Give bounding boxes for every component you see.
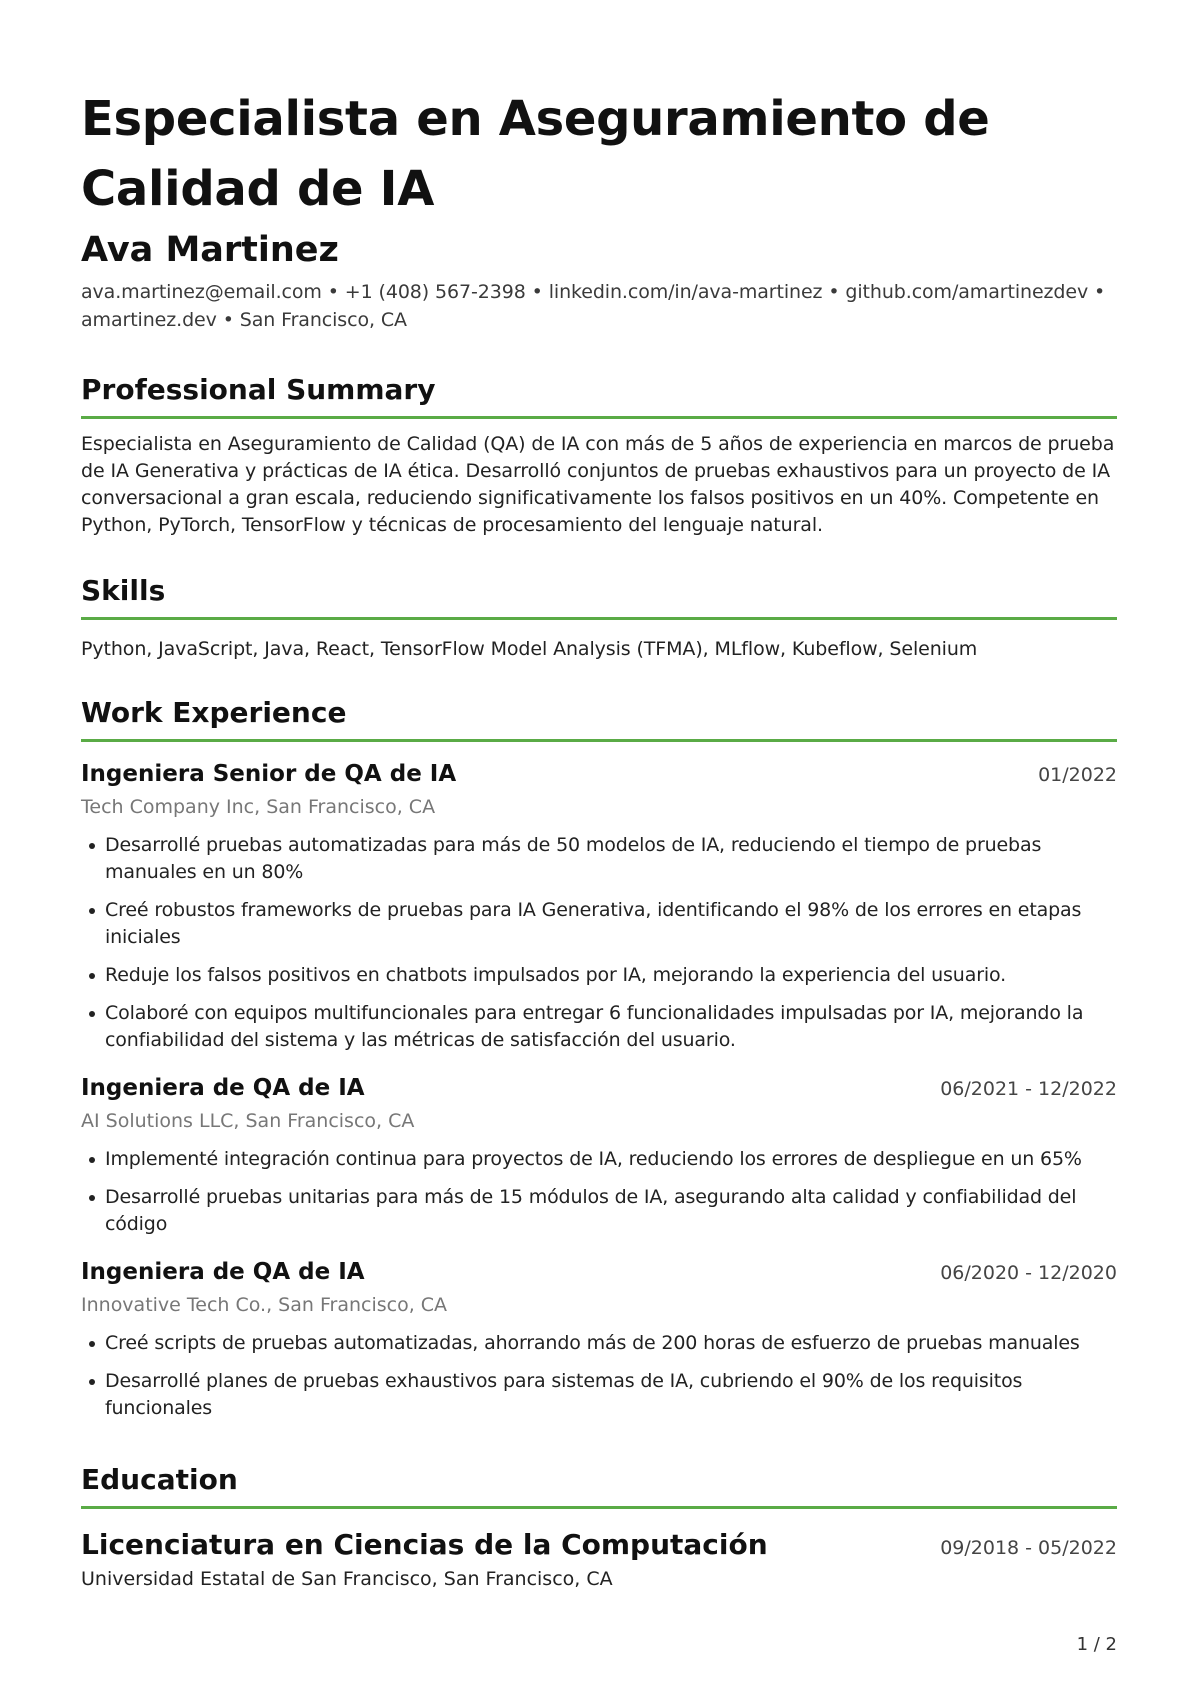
experience-section bbox=[81, 695, 1117, 1422]
bullet-text: Implementé integración continua para proyectos de IA, reduciendo los errores de despliegue en un 65% bbox=[105, 1148, 1082, 1170]
bullet-text: Desarrollé planes de pruebas exhaustivos para sistemas de IA, cubriendo el 90% de los requisitos funcionales bbox=[105, 1370, 1023, 1419]
job-date: 01/2022 bbox=[1038, 764, 1117, 786]
experience-heading: Work Experience bbox=[81, 695, 1117, 742]
job-header bbox=[81, 1072, 1117, 1104]
education-heading: Education bbox=[81, 1462, 1117, 1509]
job-header bbox=[81, 1256, 1117, 1288]
skills-section bbox=[81, 573, 1117, 663]
bullet-dot-icon bbox=[89, 973, 95, 979]
skills-text: Python, JavaScript, Java, React, TensorFlow Model Analysis (TFMA), MLflow, Kubeflow, Selenium bbox=[81, 638, 978, 660]
job-entry bbox=[81, 1256, 1117, 1422]
bullet-dot-icon bbox=[89, 843, 95, 849]
bullet-text: Desarrollé pruebas automatizadas para más de 50 modelos de IA, reduciendo el tiempo de pruebas manuales en un 80% bbox=[105, 834, 1042, 883]
bullet-item bbox=[81, 1146, 1117, 1173]
contact-line: ava.martinez@email.com • +1 (408) 567-2398 • linkedin.com/in/ava-martinez • github.com/amartinezdev • amartinez.dev • San Francisco, CA bbox=[81, 281, 1106, 331]
bullet-dot-icon bbox=[89, 1195, 95, 1201]
bullet-item bbox=[81, 897, 1117, 951]
document-title: Especialista en Aseguramiento de Calidad de IA bbox=[81, 91, 990, 217]
job-title: Ingeniera de QA de IA bbox=[81, 1259, 365, 1285]
bullet-item bbox=[81, 962, 1117, 989]
bullet-dot-icon bbox=[89, 1011, 95, 1017]
bullet-text: Colaboré con equipos multifuncionales para entregar 6 funcionalidades impulsadas por IA, mejorando la confiabilidad del sistema y las métricas de satisfacción del usuario. bbox=[105, 1002, 1084, 1051]
bullet-item bbox=[81, 1184, 1117, 1238]
job-company: Innovative Tech Co., San Francisco, CA bbox=[81, 1294, 448, 1316]
education-school: Universidad Estatal de San Francisco, San Francisco, CA bbox=[81, 1568, 613, 1590]
bullet-text: Desarrollé pruebas unitarias para más de 15 módulos de IA, asegurando alta calidad y confiabilidad del código bbox=[105, 1186, 1077, 1235]
bullet-dot-icon bbox=[89, 1157, 95, 1163]
bullet-item bbox=[81, 1368, 1117, 1422]
bullet-dot-icon bbox=[89, 1379, 95, 1385]
job-date: 06/2021 - 12/2022 bbox=[940, 1078, 1117, 1100]
education-section bbox=[81, 1462, 1117, 1593]
job-bullets bbox=[81, 1330, 1117, 1422]
job-bullets bbox=[81, 832, 1117, 1054]
job-title: Ingeniera Senior de QA de IA bbox=[81, 761, 457, 787]
summary-text: Especialista en Aseguramiento de Calidad (QA) de IA con más de 5 años de experiencia en marcos de prueba de IA Generativa y prácticas de IA ética. Desarrolló conjuntos de pruebas exhaustivos para un proyecto de IA conversacional a gran escala, reduciendo significativamente los falsos positivos en un 40%. Competente en Python, PyTorch, TensorFlow y técnicas de procesamiento del lenguaje natural. bbox=[81, 433, 1115, 536]
skills-heading: Skills bbox=[81, 573, 1117, 620]
job-date: 06/2020 - 12/2020 bbox=[940, 1262, 1117, 1284]
bullet-dot-icon bbox=[89, 1341, 95, 1347]
job-entry bbox=[81, 1072, 1117, 1238]
bullet-text: Reduje los falsos positivos en chatbots impulsados por IA, mejorando la experiencia del usuario. bbox=[105, 964, 1007, 986]
job-bullets bbox=[81, 1146, 1117, 1238]
page-number: 1 / 2 bbox=[1076, 1634, 1117, 1655]
bullet-item bbox=[81, 1000, 1117, 1054]
education-header bbox=[81, 1527, 1117, 1563]
bullet-item bbox=[81, 832, 1117, 886]
job-header bbox=[81, 758, 1117, 790]
education-degree: Licenciatura en Ciencias de la Computación bbox=[81, 1528, 768, 1561]
bullet-item bbox=[81, 1330, 1117, 1357]
person-name: Ava Martinez bbox=[81, 230, 339, 270]
job-company: Tech Company Inc, San Francisco, CA bbox=[81, 796, 436, 818]
resume-page bbox=[81, 84, 1117, 1593]
job-entry bbox=[81, 758, 1117, 1054]
bullet-text: Creé scripts de pruebas automatizadas, ahorrando más de 200 horas de esfuerzo de pruebas manuales bbox=[105, 1332, 1080, 1354]
bullet-text: Creé robustos frameworks de pruebas para IA Generativa, identificando el 98% de los errores en etapas iniciales bbox=[105, 899, 1082, 948]
summary-section bbox=[81, 372, 1117, 539]
job-list bbox=[81, 758, 1117, 1422]
bullet-dot-icon bbox=[89, 908, 95, 914]
job-title: Ingeniera de QA de IA bbox=[81, 1075, 365, 1101]
education-date: 09/2018 - 05/2022 bbox=[940, 1537, 1117, 1559]
summary-heading: Professional Summary bbox=[81, 372, 1117, 419]
job-company: AI Solutions LLC, San Francisco, CA bbox=[81, 1110, 415, 1132]
